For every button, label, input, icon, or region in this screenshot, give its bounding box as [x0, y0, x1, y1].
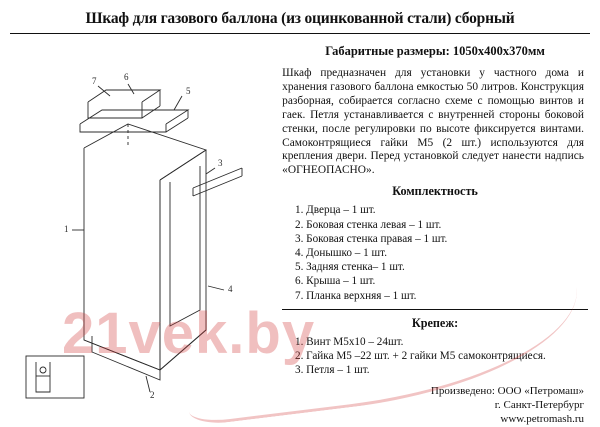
callout-2: 2: [150, 390, 155, 401]
description-paragraph: Шкаф предназначен для установки у частного дома и хранения газового баллона емкостью 50 литров. Конструкция разборная, собирается согласно схеме с помощью винтов и гаек. Петля устанавливается с внутренней стороны боковой стенки, после регулировки по высоте фиксируется винтами. Самоконтрящиеся гайки М5 (2 шт.) используются для крепления двери. Перед установкой следует нанести надпись «ОГНЕОПАСНО».: [282, 67, 584, 177]
kit-heading: Комплектность: [392, 184, 478, 199]
kit-list: [280, 203, 590, 303]
list-item: 3. Петля – 1 шт.: [306, 363, 590, 377]
list-item: 2. Гайка М5 –22 шт. + 2 гайки М5 самоконтрящиеся.: [306, 349, 590, 363]
section-divider: [282, 309, 588, 310]
callout-6: 6: [124, 72, 129, 83]
fasteners-list: [280, 335, 590, 378]
fasteners-heading: Крепеж:: [411, 315, 459, 330]
list-item: 7. Планка верхняя – 1 шт.: [306, 289, 590, 303]
assembly-drawing: [10, 40, 278, 400]
list-item: 6. Крыша – 1 шт.: [306, 274, 590, 288]
dimensions-label: Габаритные размеры: 1050х400х370мм: [325, 44, 545, 59]
list-item: 5. Задняя стенка– 1 шт.: [306, 260, 590, 274]
callout-3: 3: [218, 158, 223, 169]
list-item: 2. Боковая стенка левая – 1 шт.: [306, 218, 590, 232]
title-divider: [10, 33, 590, 34]
footer-block: [280, 385, 590, 426]
callout-4: 4: [228, 284, 233, 295]
content-columns: [10, 40, 590, 427]
callout-1: 1: [64, 224, 69, 235]
list-item: 1. Винт М5х10 – 24шт.: [306, 335, 590, 349]
page-title: Шкаф для газового баллона (из оцинкованной стали) сборный: [85, 10, 515, 27]
footer-manufacturer: Произведено: ООО «Петромаш»: [430, 385, 584, 398]
list-item: 4. Донышко – 1 шт.: [306, 246, 590, 260]
list-item: 1. Дверца – 1 шт.: [306, 203, 590, 217]
footer-website: www.petromash.ru: [500, 412, 584, 425]
watermark-text: 21vek.by: [62, 301, 316, 366]
list-item: 3. Боковая стенка правая – 1 шт.: [306, 232, 590, 246]
text-column: [276, 40, 590, 427]
callout-5: 5: [186, 86, 191, 97]
footer-city: г. Санкт-Петербург: [494, 399, 584, 412]
callout-7: 7: [92, 76, 97, 87]
drawing-column: [10, 40, 276, 400]
